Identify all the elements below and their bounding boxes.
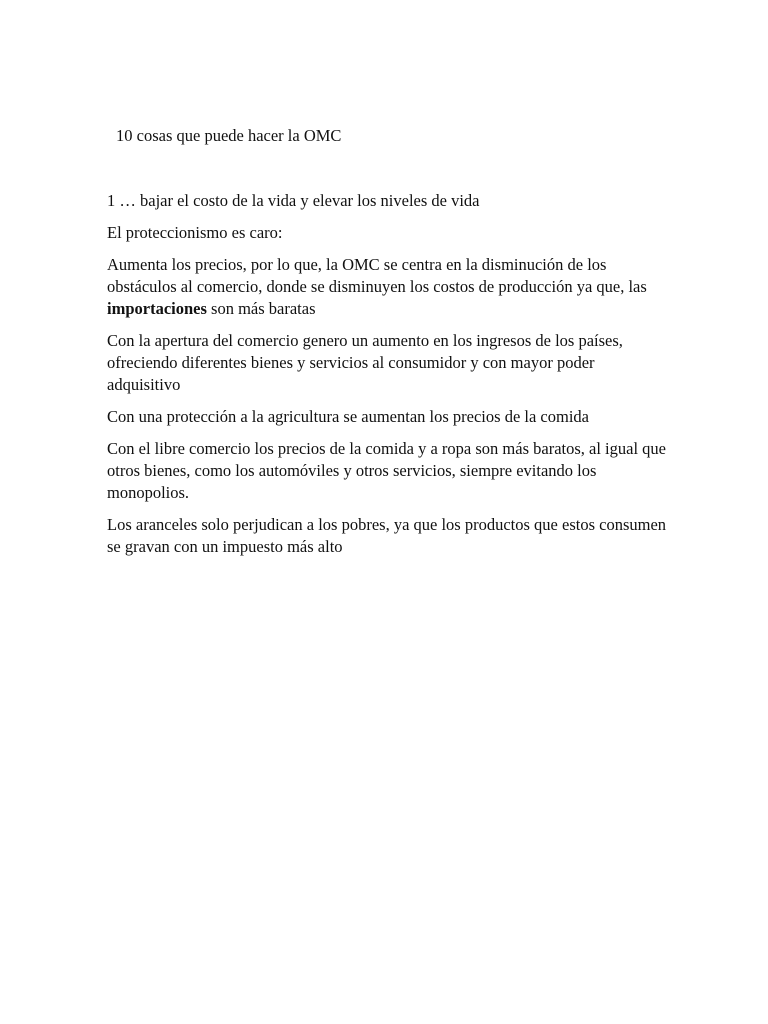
paragraph-2-text-after: son más baratas <box>206 299 316 318</box>
paragraph-2-text-before: Aumenta los precios, por lo que, la OMC se centra en la disminución de los obstáculos al comercio, donde se disminuyen los costos de producción ya que, las <box>107 255 647 296</box>
document-body <box>107 190 667 568</box>
paragraph-2 <box>107 254 667 320</box>
document-title: 10 cosas que puede hacer la OMC <box>116 126 342 145</box>
paragraph-6: Los aranceles solo perjudican a los pobres, ya que los productos que estos consumen se gravan con un impuesto más alto <box>107 515 667 556</box>
paragraph-1: El proteccionismo es caro: <box>107 223 283 242</box>
paragraph-4: Con una protección a la agricultura se aumentan los precios de la comida <box>107 407 589 426</box>
section-heading: 1 … bajar el costo de la vida y elevar los niveles de vida <box>107 191 480 210</box>
paragraph-5: Con el libre comercio los precios de la comida y a ropa son más baratos, al igual que otros bienes, como los automóviles y otros servicios, siempre evitando los monopolios. <box>107 439 666 502</box>
paragraph-3: Con la apertura del comercio genero un aumento en los ingresos de los países, ofreciendo diferentes bienes y servicios al consumidor y con mayor poder adquisitivo <box>107 331 623 394</box>
paragraph-2-bold-term: importaciones <box>107 299 207 318</box>
